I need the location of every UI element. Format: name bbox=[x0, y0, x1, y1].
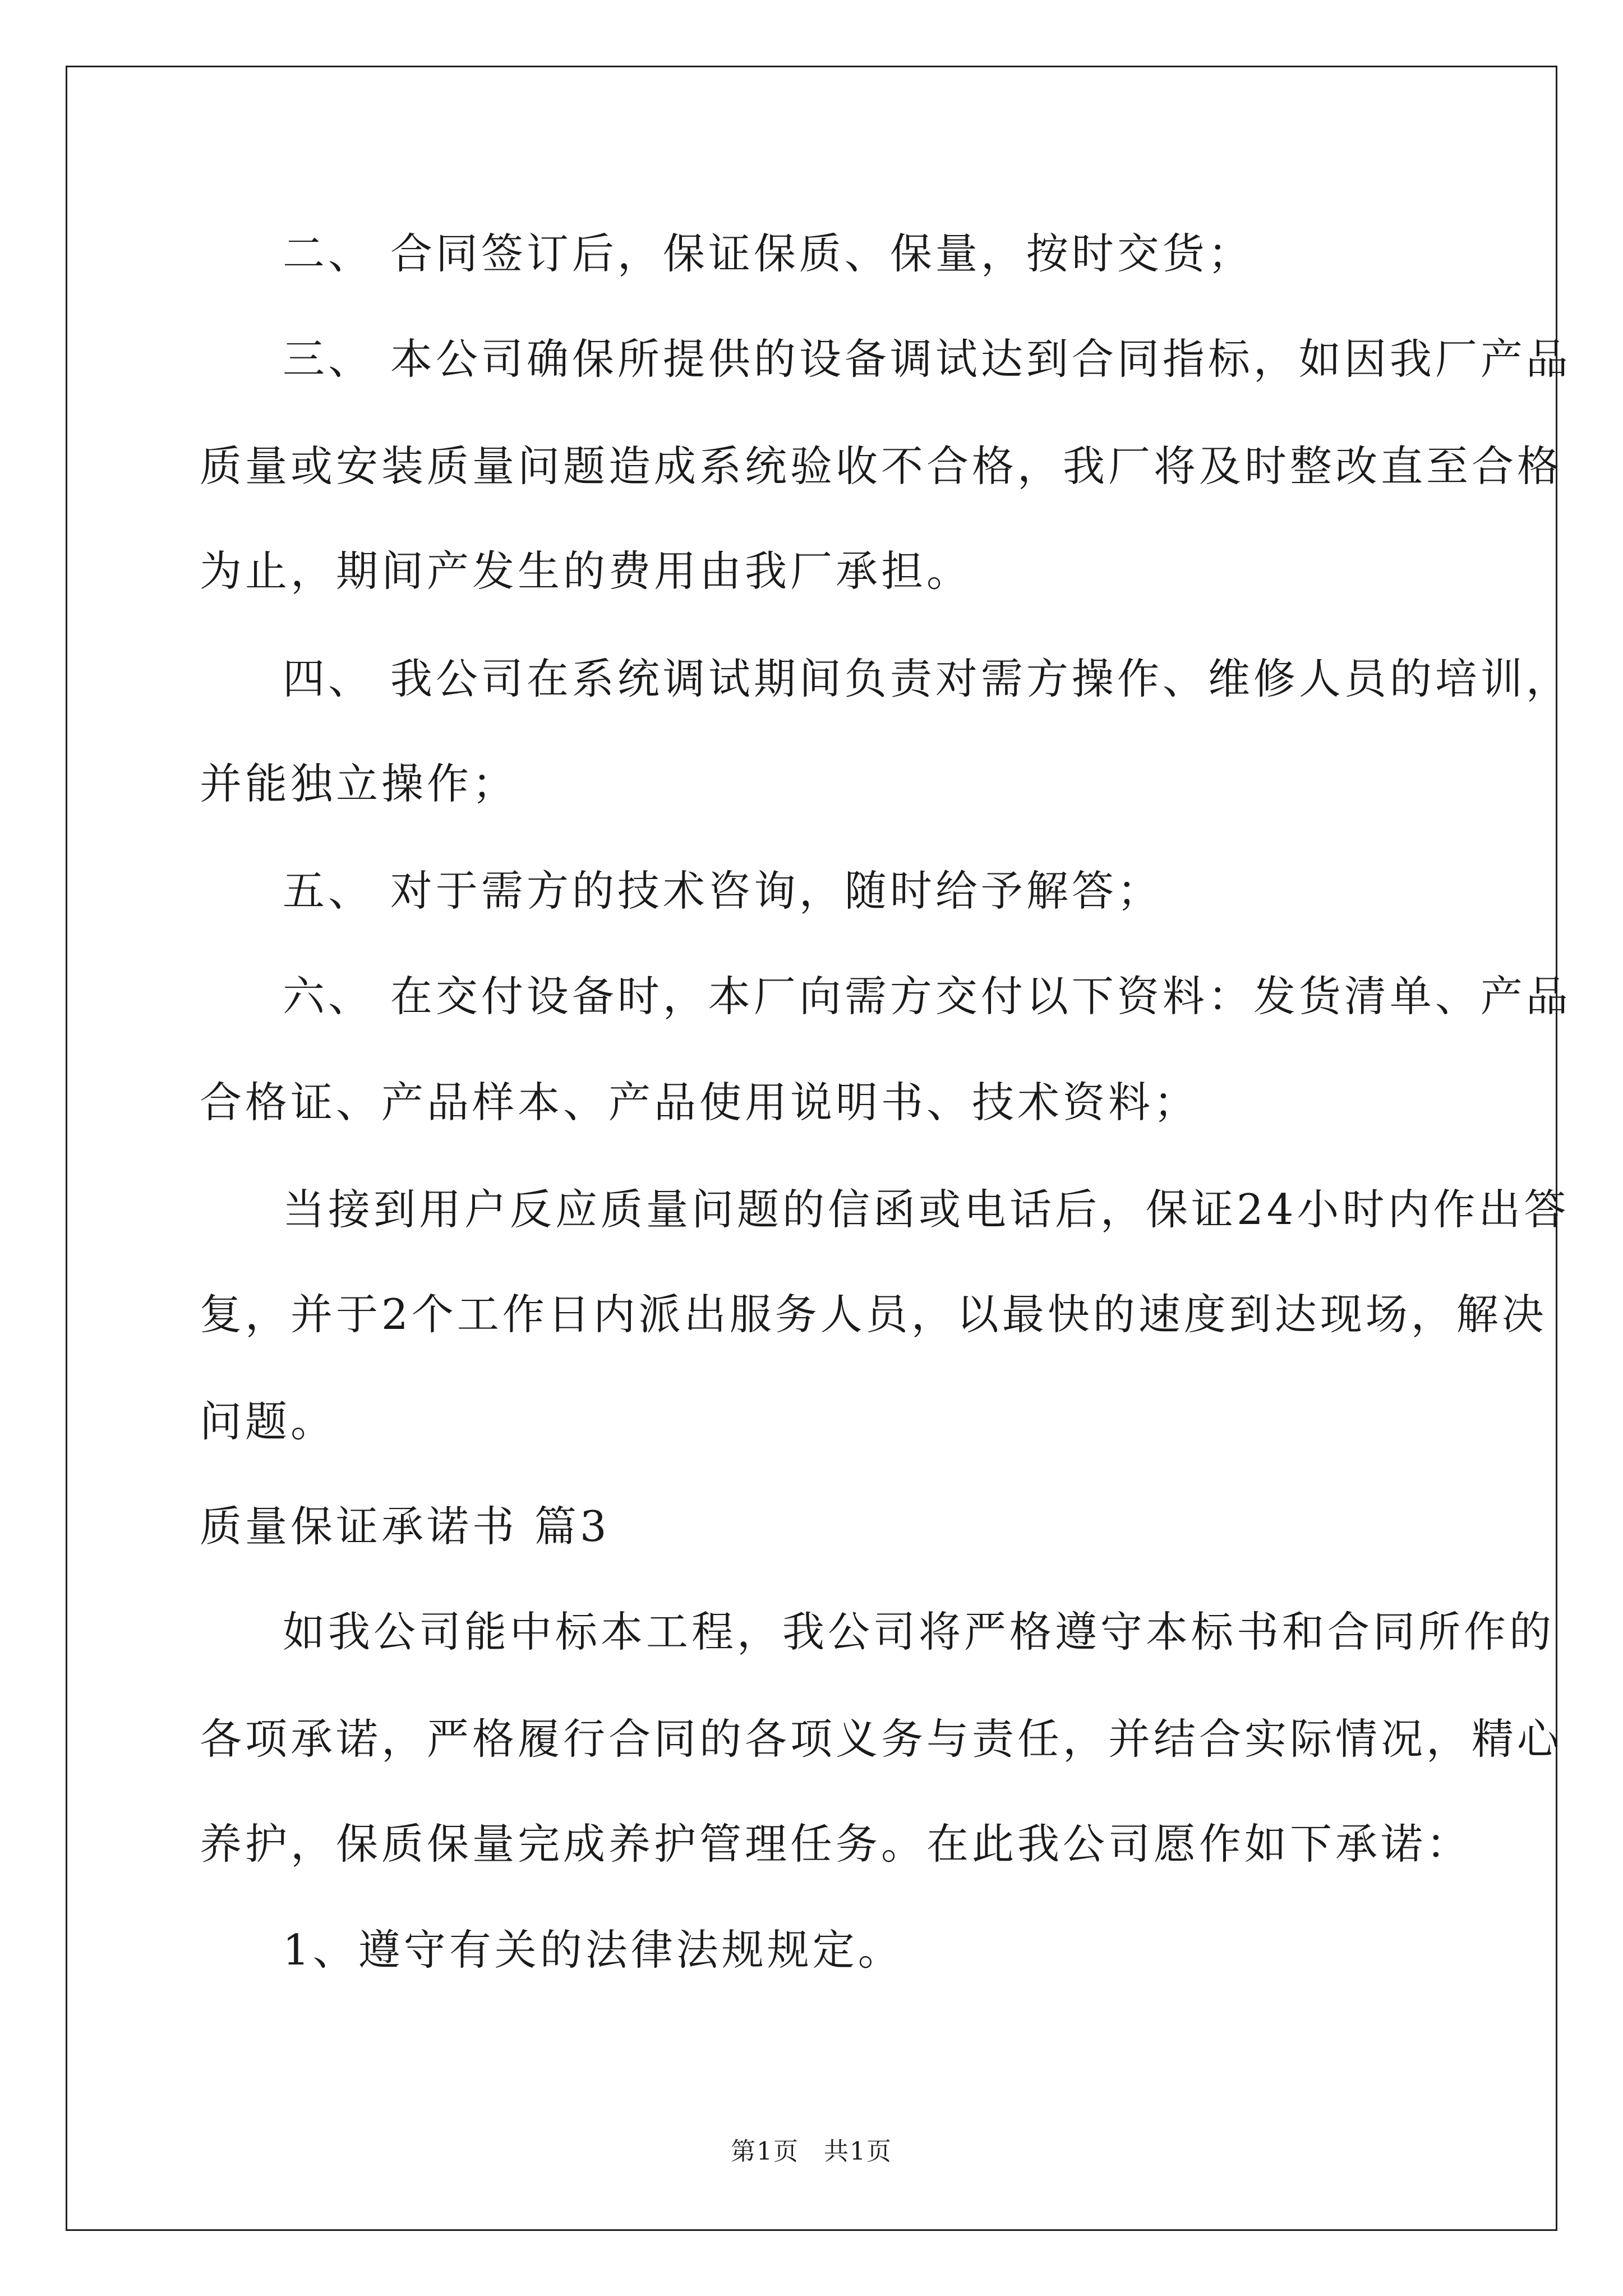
page-number: 第1页 bbox=[731, 2137, 799, 2166]
paragraph-line: 问题。 bbox=[200, 1397, 336, 1446]
paragraph-line: 合格证、产品样本、产品使用说明书、技术资料； bbox=[200, 1078, 1200, 1127]
paragraph-line: 五、 对于需方的技术咨询，随时给予解答； bbox=[283, 866, 1163, 915]
paragraph-line: 六、 在交付设备时，本厂向需方交付以下资料：发货清单、产品 bbox=[283, 972, 1571, 1021]
paragraph-line: 1、遵守有关的法律法规规定。 bbox=[283, 1925, 903, 1975]
paragraph-line: 二、 合同签订后，保证保质、保量，按时交货； bbox=[283, 229, 1253, 278]
page-total: 共1页 bbox=[824, 2137, 892, 2166]
paragraph-line: 质量或安装质量问题造成系统验收不合格，我厂将及时整改直至合格 bbox=[200, 441, 1563, 491]
section-heading: 质量保证承诺书 篇3 bbox=[200, 1502, 610, 1551]
paragraph-line: 当接到用户反应质量问题的信函或电话后，保证24小时内作出答 bbox=[283, 1185, 1570, 1234]
paragraph-line: 如我公司能中标本工程，我公司将严格遵守本标书和合同所作的 bbox=[283, 1607, 1555, 1657]
paragraph-line: 养护，保质保量完成养护管理任务。在此我公司愿作如下承诺： bbox=[200, 1819, 1472, 1869]
paragraph-line: 四、 我公司在系统调试期间负责对需方操作、维修人员的培训， bbox=[283, 654, 1571, 703]
page-border bbox=[66, 66, 1557, 2231]
paragraph-line: 为止，期间产发生的费用由我厂承担。 bbox=[200, 546, 972, 596]
paragraph-line: 各项承诺，严格履行合同的各项义务与责任，并结合实际情况，精心 bbox=[200, 1714, 1563, 1764]
paragraph-line: 三、 本公司确保所提供的设备调试达到合同指标，如因我厂产品 bbox=[283, 334, 1571, 384]
page-footer bbox=[0, 2135, 1623, 2169]
paragraph-line: 并能独立操作； bbox=[200, 759, 518, 808]
paragraph-line: 复，并于2个工作日内派出服务人员，以最快的速度到达现场，解决 bbox=[200, 1290, 1547, 1339]
